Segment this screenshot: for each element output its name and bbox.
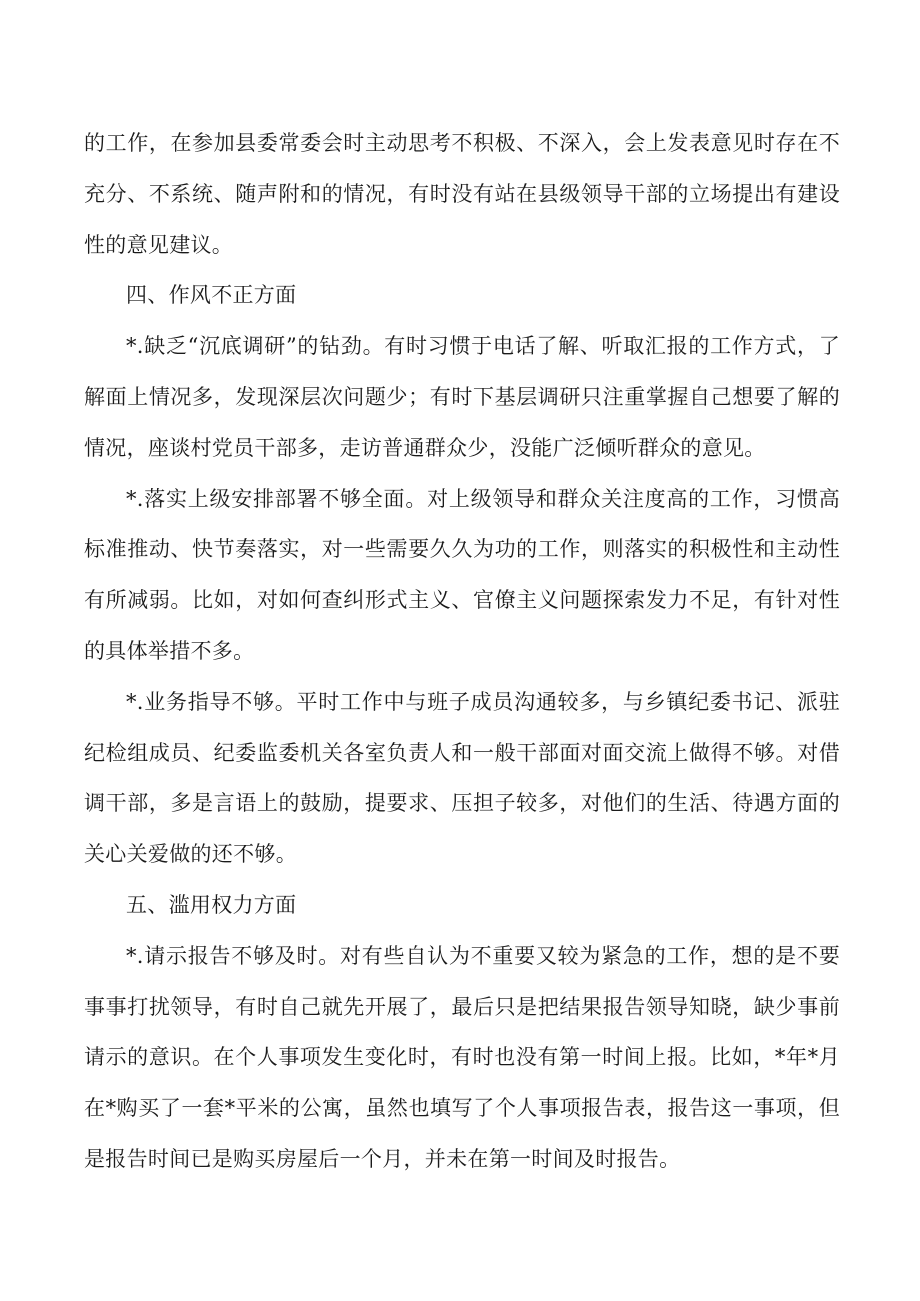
paragraph-continued-work: 的工作，在参加县委常委会时主动思考不积极、不深入，会上发表意见时存在不充分、不系统、随声附和的情况，有时没有站在县级领导干部的立场提出有建设性的意见建议。 — [84, 131, 840, 257]
paragraph-research-drive: *.缺乏“沉底调研”的钻劲。有时习惯于电话了解、听取汇报的工作方式，了解面上情况多，发现深层次问题少；有时下基层调研只注重掌握自己想要了解的情况，座谈村党员干部多，走访普通群众少，没能广泛倾听群众的意见。 — [84, 334, 840, 460]
section-heading-power-abuse: 五、滥用权力方面 — [126, 892, 297, 917]
document-body — [84, 118, 840, 1185]
paragraph-implementation: *.落实上级安排部署不够全面。对上级领导和群众关注度高的工作，习惯高标准推动、快节奏落实，对一些需要久久为功的工作，则落实的积极性和主动性有所减弱。比如，对如何查纠形式主义、官僚主义问题探索发力不足，有针对性的具体举措不多。 — [84, 486, 840, 663]
paragraph-reporting: *.请示报告不够及时。对有些自认为不重要又较为紧急的工作，想的是不要事事打扰领导，有时自己就先开展了，最后只是把结果报告领导知晓，缺少事前请示的意识。在个人事项发生变化时，有时也没有第一时间上报。比如，*年*月在*购买了一套*平米的公寓，虽然也填写了个人事项报告表，报告这一事项，但是报告时间已是购买房屋后一个月，并未在第一时间及时报告。 — [84, 943, 840, 1171]
section-heading-style-issues: 四、作风不正方面 — [126, 283, 297, 308]
paragraph-business-guidance: *.业务指导不够。平时工作中与班子成员沟通较多，与乡镇纪委书记、派驻纪检组成员、纪委监委机关各室负责人和一般干部面对面交流上做得不够。对借调干部，多是言语上的鼓励，提要求、压担子较多，对他们的生活、待遇方面的关心关爱做的还不够。 — [84, 689, 840, 867]
